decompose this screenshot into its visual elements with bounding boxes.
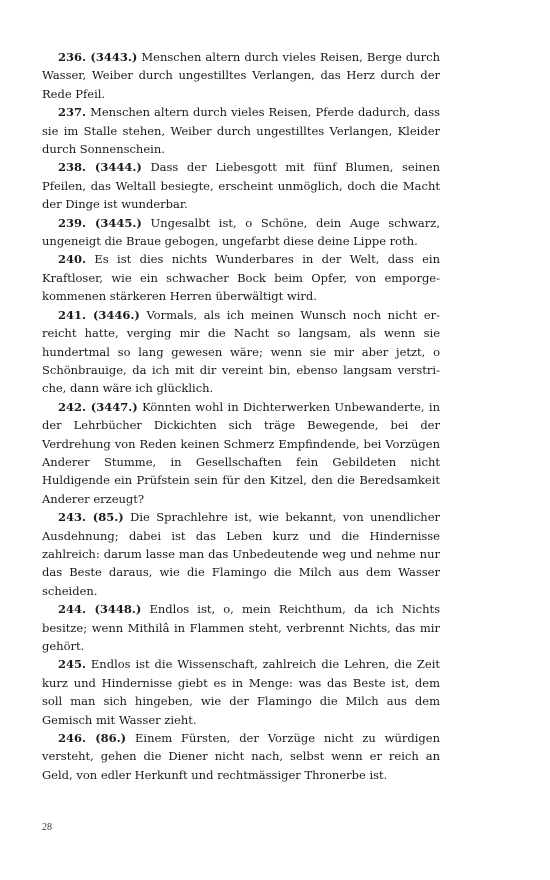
entry-text: Die Sprachlehre ist, wie bekannt, von unendlicher Ausdehnung; dabei ist das Leben kurz und die Hindernisse zahlreich: darum lasse man das Unbedeutende weg und nehme nur das Beste daraus, wie die Flamingo die Milch aus dem Wasser scheiden. xyxy=(42,510,441,598)
entry-number: 244. (3448.) xyxy=(58,602,142,617)
entry-number: 239. (3445.) xyxy=(58,215,142,230)
page-body xyxy=(42,48,440,784)
entry-243 xyxy=(42,508,440,600)
entry-245 xyxy=(42,655,440,729)
entry-241 xyxy=(42,306,440,398)
entry-text: Ungesalbt ist, o Schöne, dein Auge schwarz, ungeneigt die Braue gebogen, ungefarbt diese deine Lippe roth. xyxy=(42,215,440,249)
entry-text: Es ist dies nichts Wunderbares in der Welt, dass ein Kraftloser, wie ein schwacher Bock beim Opfer, von emporgekommenen stärkeren Herren überwältigt wird. xyxy=(42,252,441,304)
entry-239 xyxy=(42,214,440,251)
entry-number: 237. xyxy=(58,105,87,120)
entry-236 xyxy=(42,48,440,103)
entry-text: Vormals, als ich meinen Wunsch noch nicht erreicht hatte, verging mir die Nacht so langsam, als wenn sie hundertmal so lang gewesen wäre; wenn sie mir aber jetzt, o Schönbrauige, da ich mit dir vereint bin, ebenso langsam verstriche, dann wäre ich glücklich. xyxy=(42,307,441,396)
entry-number: 241. (3446.) xyxy=(58,307,140,322)
page-number: 28 xyxy=(42,822,52,833)
entry-text: Könnten wohl in Dichterwerken Unbewanderte, in der Lehrbücher Dickichten sich träge Bewegende, bei der Verdrehung von Reden keinen Schmerz Empfindende, bei Vorzügen Anderer Stumme, in Gesellschaften fein Gebildeten nicht Huldigende ein Prüfstein sein für den Kitzel, den die Beredsamkeit Anderer erzeugt? xyxy=(42,399,441,506)
entry-number: 242. (3447.) xyxy=(58,399,138,414)
entry-text: Einem Fürsten, der Vorzüge nicht zu würdigen versteht, gehen die Diener nicht nach, selbst wenn er reich an Geld, von edler Herkunft und rechtmässiger Thronerbe ist. xyxy=(42,731,441,782)
entry-number: 243. (85.) xyxy=(58,510,124,525)
entry-242 xyxy=(42,398,440,508)
entry-text: Endlos ist, o, mein Reichthum, da ich Nichts besitze; wenn Mithilâ in Flammen steht, verbrennt Nichts, das mir gehört. xyxy=(42,602,441,653)
entry-number: 245. xyxy=(58,657,87,672)
entry-246 xyxy=(42,729,440,784)
entry-text: Endlos ist die Wissenschaft, zahlreich die Lehren, die Zeit kurz und Hindernisse giebt es in Menge: was das Beste ist, dem soll man sich hingeben, wie der Flamingo die Milch aus dem Gemisch mit Wasser zieht. xyxy=(42,657,441,727)
entry-237 xyxy=(42,103,440,158)
entry-244 xyxy=(42,600,440,655)
entry-text: Dass der Liebesgott mit fünf Blumen, seinen Pfeilen, das Weltall besiegte, erscheint unmöglich, doch die Macht der Dinge ist wunderbar. xyxy=(42,160,441,212)
entry-number: 240. xyxy=(58,252,87,267)
entry-text: Menschen altern durch vieles Reisen, Pferde dadurch, dass sie im Stalle stehen, Weiber durch ungestilltes Verlangen, Kleider durch Sonnenschein. xyxy=(42,105,441,157)
entry-number: 236. (3443.) xyxy=(58,50,138,64)
entry-text: Menschen altern durch vieles Reisen, Berge durch Wasser, Weiber durch ungestilltes Verlangen, das Herz durch der Rede Pfeil. xyxy=(42,50,441,101)
entry-238 xyxy=(42,158,440,213)
entry-240 xyxy=(42,250,440,305)
entry-number: 238. (3444.) xyxy=(58,160,142,175)
entry-number: 246. (86.) xyxy=(58,731,127,746)
